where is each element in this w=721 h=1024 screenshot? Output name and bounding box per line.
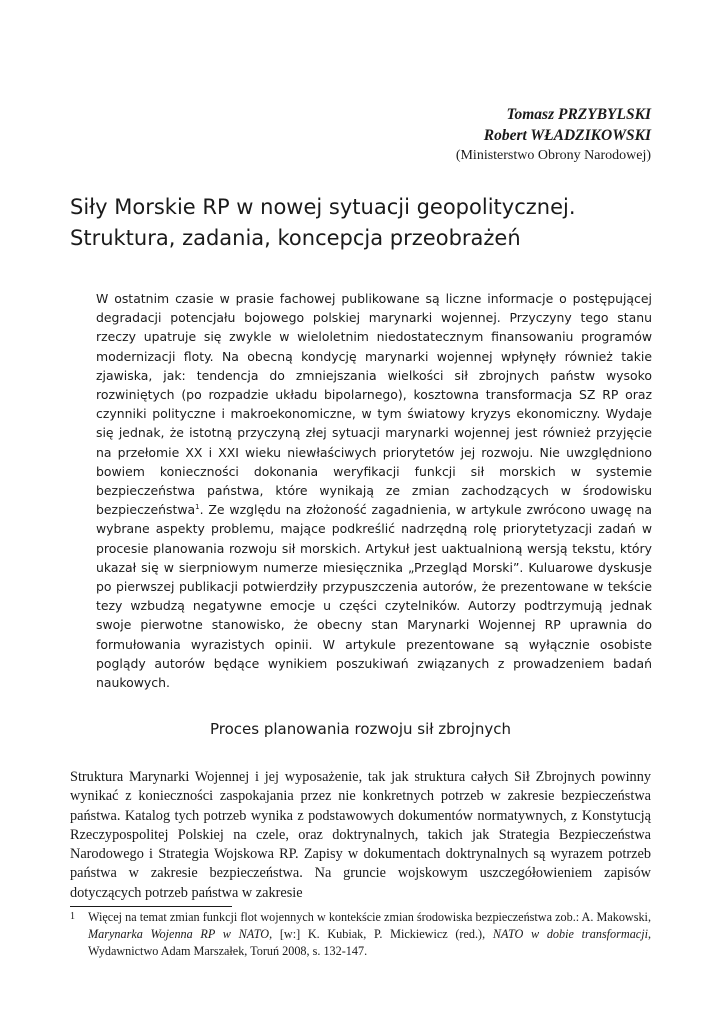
author-name: Robert WŁADZIKOWSKI: [483, 127, 651, 144]
footnote-text-part: , Wydawnictwo Adam Marszałek, Toruń 2008, s. 132-147.: [88, 926, 652, 958]
article-title-line: Struktura, zadania, koncepcja przeobrażeń: [70, 226, 521, 250]
article-title-line: Siły Morskie RP w nowej sytuacji geopolitycznej.: [70, 195, 576, 219]
footnote-text-part: Więcej na temat zmian funkcji flot wojennych w kontekście zmian środowiska bezpieczeństwa zob.: A. Makowski,: [88, 910, 651, 924]
abstract: [96, 289, 652, 692]
footnote-divider: [70, 906, 232, 907]
footnote-cited-title: Marynarka Wojenna RP w NATO: [88, 926, 270, 941]
author-affiliation: (Ministerstwo Obrony Narodowej): [455, 148, 651, 163]
abstract-text: . Ze względu na złożoność zagadnienia, w artykule zwrócono uwagę na wybrane aspekty problemu, mające podkreślić nadrzędną rolę priorytetyzacji zadań w procesie planowania rozwoju sił morskich. Artykuł jest uaktualnioną wersją tekstu, który ukazał się w sierpniowym numerze miesięcznika „Przegląd Morski”. Kuluarowe dyskusje po pierwszej publikacji potwierdziły przypuszczenia autorów, że prezentowane w tekście tezy wzbudzą negatywne emocje u części czytelników. Autorzy podtrzymują jednak swoje pierwotne stanowisko, że obecny stan Marynarki Wojennej RP uprawnia do formułowania wyrazistych opinii. W artykule prezentowane są wyłącznie osobiste poglądy autorów będące wynikiem poszukiwań związanych z prowadzeniem badań naukowych.: [96, 502, 652, 691]
abstract-text: W ostatnim czasie w prasie fachowej publikowane są liczne informacje o postępującej degradacji potencjału bojowego polskiej marynarki wojennej. Przyczyny tego stanu rzeczy upatruje się zwykle w wieloletnim niedostatecznym finansowaniu programów modernizacji floty. Na obecną kondycję marynarki wojennej wpłynęły również takie zjawiska, jak: tendencja do zmniejszania wielkości sił zbrojnych państw wysoko rozwiniętych (po rozpadzie układu bipolarnego), kosztowna transformacja SZ RP oraz czynniki polityczne i makroekonomiczne, w tym światowy kryzys ekonomiczny. Wydaje się jednak, że istotną przyczyną złej sytuacji marynarki wojennej jest również przyjęcie na przełomie XX i XXI wieku niewłaściwych priorytetów jej rozwoju. Nie uwzględniono bowiem konieczności dokonania weryfikacji funkcji sił morskich w systemie bezpieczeństwa państwa, które wynikają ze zmian zachodzących w środowisku bezpieczeństwa: [96, 291, 652, 518]
body-paragraph: Struktura Marynarki Wojennej i jej wyposażenie, tak jak struktura całych Sił Zbrojnych powinny wynikać z konieczności zaspokajania przez nie konkretnych potrzeb w zakresie bezpieczeństwa państwa. Katalog tych potrzeb wynika z podstawowych dokumentów normatywnych, z Konstytucją Rzeczypospolitej Polskiej na czele, oraz doktrynalnych, takich jak Strategia Bezpieczeństwa Narodowego i Strategia Wojskowa RP. Zapisy w dokumentach doktrynalnych są wyrazem potrzeb państwa w zakresie bezpieczeństwa. Na gruncie wojskowym uszczegółowieniem zapisów dotyczących potrzeb państwa w zakresie: [70, 769, 651, 901]
footnote-text: [88, 909, 651, 959]
author-name: Tomasz PRZYBYLSKI: [506, 106, 651, 123]
footnote-cited-title: NATO w dobie transformacji: [492, 926, 648, 941]
article-title: [70, 192, 660, 254]
footnote-reference[interactable]: 1: [195, 503, 200, 512]
footnote-text-part: , [w:] K. Kubiak, P. Mickiewicz (red.),: [269, 926, 493, 941]
footnote: [70, 909, 651, 959]
author-block: [456, 104, 651, 166]
section-heading: Proces planowania rozwoju sił zbrojnych: [209, 720, 512, 738]
footnote-number: 1: [70, 911, 75, 922]
